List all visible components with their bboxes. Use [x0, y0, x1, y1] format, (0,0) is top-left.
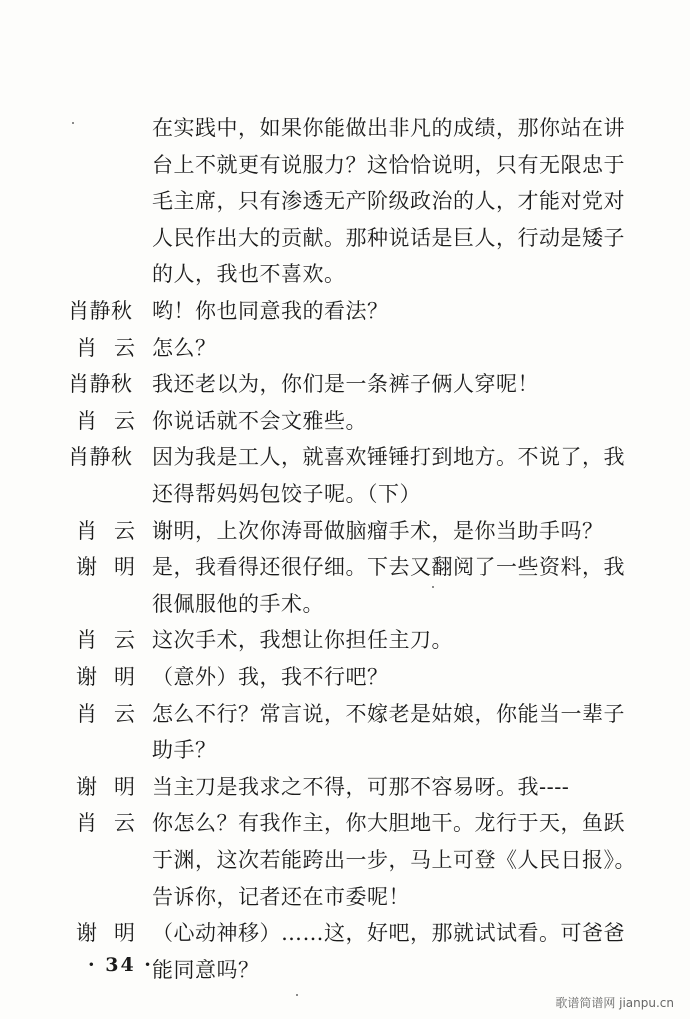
speaker-name: 肖云 — [76, 628, 152, 653]
dialogue-line: 你说话就不会文雅些。 — [152, 408, 367, 433]
speaker-name: 肖云 — [76, 701, 152, 726]
dialogue-line: 助手？ — [152, 738, 217, 763]
speaker-name: 肖云 — [76, 408, 152, 433]
intro-line: 的人，我也不喜欢。 — [152, 262, 346, 287]
intro-line: 台上不就更有说服力？这恰恰说明，只有无限忠于 — [152, 152, 625, 177]
speaker-name: 谢明 — [76, 555, 152, 580]
speaker-name: 谢明 — [76, 665, 152, 689]
dialogue-line: 怎么？ — [152, 335, 217, 360]
dialogue-line: 能同意吗？ — [152, 957, 260, 982]
dialogue-line: （意外）我，我不行吧？ — [152, 665, 389, 689]
dialogue-line: 告诉你，记者还在市委呢！ — [152, 884, 410, 909]
speaker-name: 肖云 — [76, 811, 152, 836]
dialogue-line: 还得帮妈妈包饺子呢。（下） — [152, 482, 421, 506]
speaker-name: 谢明 — [76, 921, 152, 946]
speaker-name: 谢明 — [76, 774, 152, 799]
dialogue-line: （心动神移）……这，好吧，那就试试看。可爸爸 — [152, 921, 625, 946]
dialogue-line: 谢明，上次你涛哥做脑瘤手术，是你当助手吗？ — [152, 518, 604, 543]
speaker-name: 肖静秋 — [68, 299, 133, 323]
dialogue-line: 我还老以为，你们是一条裤子俩人穿呢！ — [152, 372, 539, 397]
dialogue-line: 哟！你也同意我的看法？ — [152, 299, 389, 323]
dialogue-line: 这次手术，我想让你担任主刀。 — [152, 628, 453, 653]
speaker-name: 肖静秋 — [68, 445, 133, 470]
speck-dot — [432, 586, 434, 588]
intro-line: 毛主席，只有渗透无产阶级政治的人，才能对党对 — [152, 189, 625, 214]
dialogue-line: 当主刀是我求之不得，可那不容易呀。我---- — [152, 774, 570, 799]
dialogue-line: 很佩服他的手术。 — [152, 591, 324, 616]
speck-dot — [72, 122, 74, 124]
watermark: 歌谱简谱网 jianpu.cn — [555, 996, 674, 1010]
intro-line: 在实践中，如果你能做出非凡的成绩，那你站在讲 — [152, 116, 625, 140]
speck-dot — [296, 994, 298, 996]
dialogue-line: 因为我是工人，就喜欢锤锤打到地方。不说了，我 — [152, 445, 625, 470]
speaker-name: 肖静秋 — [68, 372, 133, 397]
speaker-name: 肖云 — [76, 335, 152, 360]
dialogue-line: 是，我看得还很仔细。下去又翻阅了一些资料，我 — [152, 555, 625, 580]
page-number: · 34 · — [88, 954, 153, 976]
dialogue-line: 怎么不行？常言说，不嫁老是姑娘，你能当一辈子 — [152, 701, 625, 726]
intro-line: 人民作出大的贡献。那种说话是巨人，行动是矮子 — [152, 225, 625, 250]
dialogue-line: 于渊，这次若能跨出一步，马上可登《人民日报》。 — [152, 848, 636, 872]
speaker-name: 肖云 — [76, 518, 152, 543]
dialogue-line: 你怎么？有我作主，你大胆地干。龙行于天，鱼跃 — [152, 811, 625, 836]
